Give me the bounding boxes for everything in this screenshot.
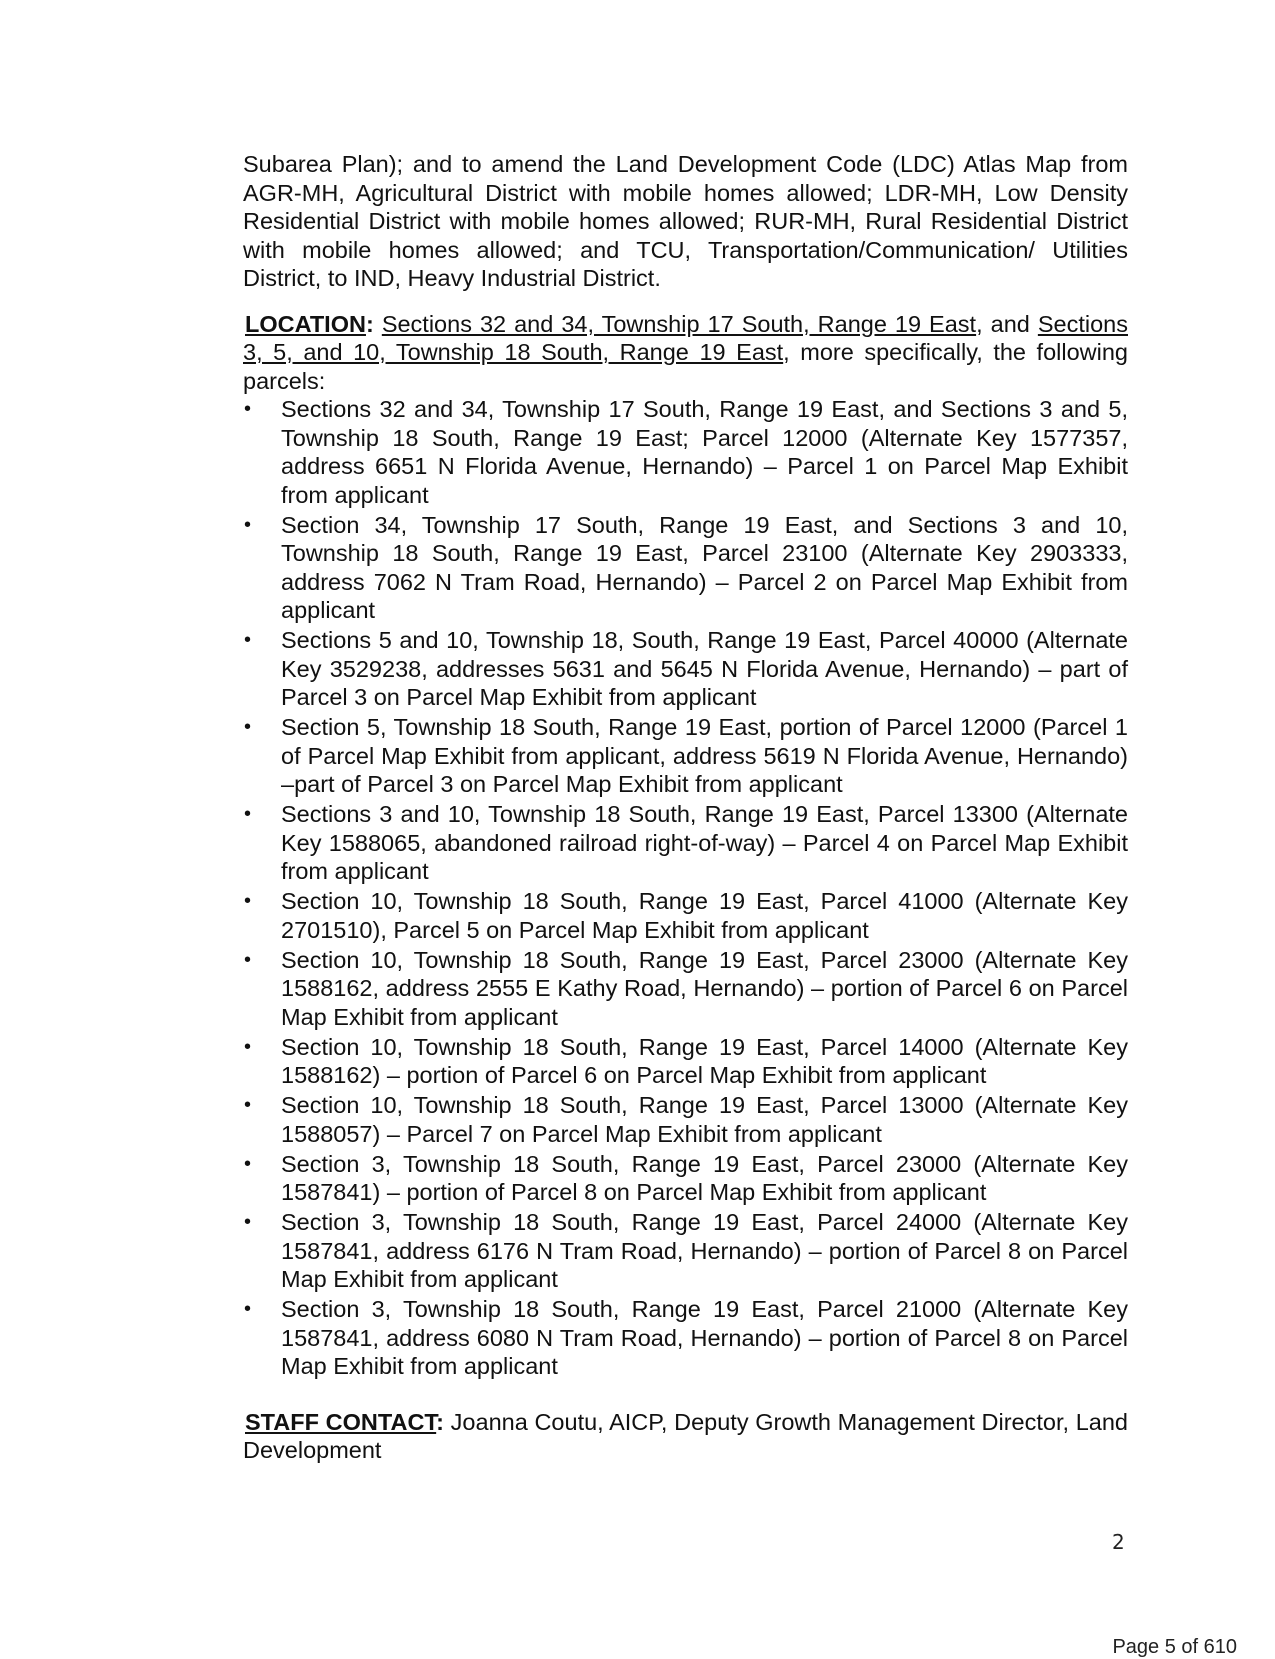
intro-paragraph: Subarea Plan); and to amend the Land Development Code (LDC) Atlas Map from AGR-MH, Agricultural District with mobile homes allowed; LDR-MH, Low Density Residential District with mobile homes allowed; RUR-MH, Rural Residential District with mobile homes allowed; and TCU, Transportation/Communication/ Utilities District, to IND, Heavy Industrial District. <box>243 151 1128 291</box>
bullet-icon: • <box>244 629 252 651</box>
bullet-icon: • <box>244 1298 252 1320</box>
parcel-text: Section 3, Township 18 South, Range 19 East, Parcel 24000 (Alternate Key 1587841, address 6176 N Tram Road, Hernando) – portion of Parcel 8 on Parcel Map Exhibit from applicant <box>281 1209 1128 1292</box>
staff-contact-text: Joanna Coutu, AICP, Deputy Growth Management Director, Land Development <box>243 1408 1128 1463</box>
location-paragraph <box>243 310 1128 396</box>
parcel-text: Sections 3 and 10, Township 18 South, Range 19 East, Parcel 13300 (Alternate Key 1588065, abandoned railroad right-of-way) – Parcel 4 on Parcel Map Exhibit from applicant <box>281 801 1128 884</box>
list-item <box>243 1033 1128 1090</box>
location-sections-17-south: Sections 32 and 34, Township 17 South, Range 19 East <box>381 310 977 337</box>
bullet-icon: • <box>244 1152 252 1175</box>
parcel-list <box>243 395 1128 1381</box>
parcel-text: Section 10, Township 18 South, Range 19 East, Parcel 41000 (Alternate Key 2701510), Parcel 5 on Parcel Map Exhibit from applicant <box>281 888 1128 943</box>
page-number: 2 <box>1112 1530 1125 1554</box>
page-footer: Page 5 of 610 <box>1112 1636 1237 1658</box>
parcel-text: Section 3, Township 18 South, Range 19 East, Parcel 23000 (Alternate Key 1587841) – portion of Parcel 8 on Parcel Map Exhibit from applicant <box>281 1150 1128 1205</box>
location-sections-18-south: Sections 3, 5, and 10, Township 18 South, Range 19 East <box>243 310 1128 365</box>
location-colon: : <box>365 310 374 337</box>
staff-contact-colon: : <box>436 1408 444 1435</box>
parcel-text: Section 34, Township 17 South, Range 19 East, and Sections 3 and 10, Township 18 South, Range 19 East, Parcel 23100 (Alternate Key 2903333, address 7062 N Tram Road, Hernando) – Parcel 2 on Parcel Map Exhibit from applicant <box>281 511 1128 623</box>
list-item <box>243 1091 1128 1148</box>
parcel-text: Sections 32 and 34, Township 17 South, Range 19 East, and Sections 3 and 5, Township 18 South, Range 19 East; Parcel 12000 (Alternate Key 1577357, address 6651 N Florida Avenue, Hernando) – Parcel 1 on Parcel Map Exhibit from applicant <box>281 396 1128 508</box>
list-item <box>243 800 1128 886</box>
parcel-text: Section 5, Township 18 South, Range 19 East, portion of Parcel 12000 (Parcel 1 of Parcel Map Exhibit from applicant, address 5619 N Florida Avenue, Hernando) –part of Parcel 3 on Parcel Map Exhibit from applicant <box>281 714 1128 797</box>
bullet-icon: • <box>244 513 252 536</box>
list-item <box>243 713 1128 799</box>
bullet-icon: • <box>244 803 252 825</box>
bullet-icon: • <box>244 716 252 738</box>
list-item <box>243 946 1128 1032</box>
bullet-icon: • <box>244 890 252 912</box>
list-item <box>243 887 1128 944</box>
location-tail: , more specifically, the following parcels: <box>243 339 1129 394</box>
list-item <box>243 1150 1128 1207</box>
bullet-icon: • <box>244 1035 252 1058</box>
list-item <box>243 1295 1128 1381</box>
location-label: LOCATION <box>245 310 366 337</box>
parcel-text: Sections 5 and 10, Township 18, South, Range 19 East, Parcel 40000 (Alternate Key 3529238, addresses 5631 and 5645 N Florida Avenue, Hernando) – part of Parcel 3 on Parcel Map Exhibit from applicant <box>281 627 1128 710</box>
parcel-text: Section 3, Township 18 South, Range 19 East, Parcel 21000 (Alternate Key 1587841, address 6080 N Tram Road, Hernando) – portion of Parcel 8 on Parcel Map Exhibit from applicant <box>281 1296 1128 1379</box>
list-item <box>243 626 1128 712</box>
bullet-icon: • <box>244 948 252 971</box>
staff-contact-label: STAFF CONTACT <box>245 1408 437 1435</box>
parcel-text: Section 10, Township 18 South, Range 19 East, Parcel 14000 (Alternate Key 1588162) – portion of Parcel 6 on Parcel Map Exhibit from applicant <box>281 1033 1128 1088</box>
document-body <box>243 150 1128 1465</box>
bullet-icon: • <box>244 1094 252 1116</box>
list-item <box>243 1208 1128 1294</box>
staff-contact-paragraph <box>243 1408 1128 1465</box>
bullet-icon: • <box>244 1211 252 1233</box>
parcel-text: Section 10, Township 18 South, Range 19 East, Parcel 23000 (Alternate Key 1588162, address 2555 E Kathy Road, Hernando) – portion of Parcel 6 on Parcel Map Exhibit from applicant <box>281 946 1128 1030</box>
parcel-text: Section 10, Township 18 South, Range 19 East, Parcel 13000 (Alternate Key 1588057) – Parcel 7 on Parcel Map Exhibit from applicant <box>281 1092 1128 1147</box>
location-joiner: , and <box>976 310 1030 337</box>
bullet-icon: • <box>244 398 252 420</box>
list-item <box>243 511 1128 625</box>
list-item <box>243 395 1128 509</box>
